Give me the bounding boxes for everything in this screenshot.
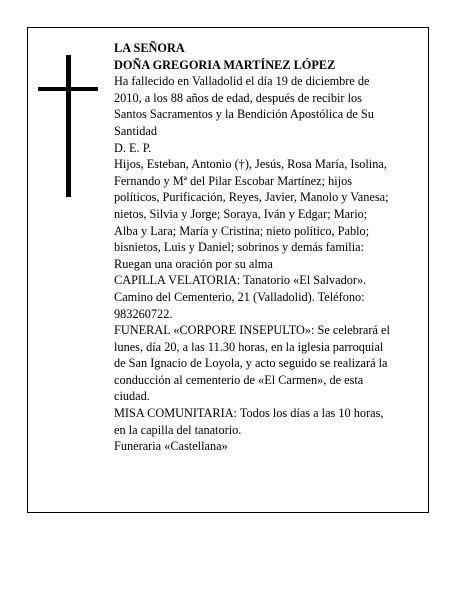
text-line: Alba y Lara; María y Cristina; nieto político, Pablo;: [114, 223, 370, 238]
text-line: en la capilla del tanatorio.: [114, 422, 242, 437]
text-line: bisnietos, Luis y Daniel; sobrinos y demás familia:: [114, 240, 365, 255]
text-line: Fernando y Mª del Pilar Escobar Martínez; hijos: [114, 173, 353, 188]
text-line: de San Ignacio de Loyola, y acto seguido se realizará la: [114, 356, 388, 371]
text-line: Funeraria «Castellana»: [114, 439, 228, 454]
text-line: ciudad.: [114, 389, 150, 404]
obituary-heading-title: LA SEÑORA: [114, 41, 185, 55]
text-line: Santidad: [114, 123, 158, 138]
text-line: políticos, Purificación, Reyes, Javier, Manolo y Vanesa;: [114, 190, 389, 205]
text-line: D. E. P.: [114, 140, 152, 155]
obituary-text: [114, 40, 424, 455]
text-line: Hijos, Esteban, Antonio (†), Jesús, Rosa María, Isolina,: [114, 157, 387, 172]
latin-cross-icon: [38, 55, 98, 197]
text-line: Ruegan una oración por su alma: [114, 256, 273, 271]
text-line: conducción al cementerio de «El Carmen», de esta: [114, 372, 364, 387]
cross-vertical-bar: [66, 55, 71, 197]
text-line: FUNERAL «CORPORE INSEPULTO»: Se celebrará el: [114, 323, 390, 338]
cross-horizontal-bar: [38, 87, 98, 91]
text-line: lunes, día 20, a las 11.30 horas, en la iglesia parroquial: [114, 339, 384, 354]
text-line: MISA COMUNITARIA: Todos los días a las 10 horas,: [114, 406, 384, 421]
text-line: CAPILLA VELATORIA: Tanatorio «El Salvador».: [114, 273, 367, 288]
text-line: Camino del Cementerio, 21 (Valladolid). Teléfono:: [114, 289, 365, 304]
text-line: 983260722.: [114, 306, 173, 321]
text-line: 2010, a los 88 años de edad, después de recibir los: [114, 90, 362, 105]
text-line: Santos Sacramentos y la Bendición Apostólica de Su: [114, 107, 374, 122]
text-line: Ha fallecido en Valladolid el día 19 de diciembre de: [114, 74, 370, 89]
text-line: nietos, Silvia y Jorge; Soraya, Iván y Edgar; Mario;: [114, 206, 368, 221]
obituary-heading-name: DOÑA GREGORIA MARTÍNEZ LÓPEZ: [114, 57, 336, 72]
